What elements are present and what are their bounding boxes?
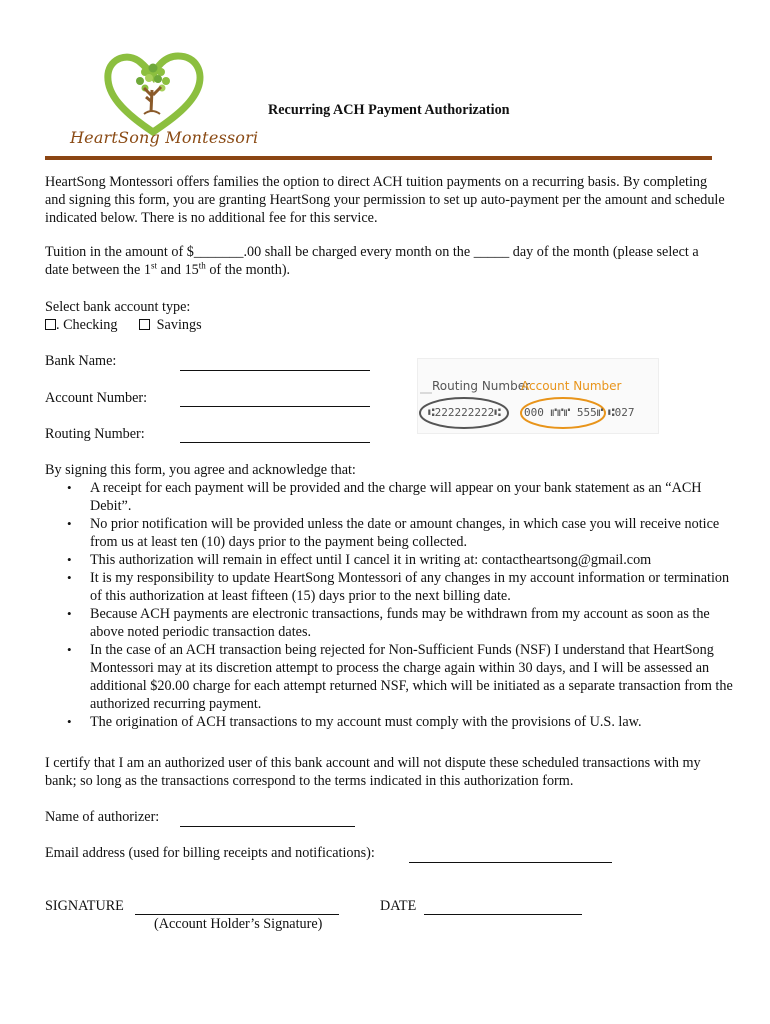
tuition-text-2: and 15 — [156, 262, 199, 278]
check-number-digits: ⑆027 — [608, 406, 635, 419]
list-item: • It is my responsibility to update HeartSong Montessori of any changes in my account information or termination of this authorization at least fifteen (15) days prior to the next billing date. — [45, 569, 735, 605]
certify-paragraph: I certify that I am an authorized user of this bank account and will not dispute these scheduled transactions with my bank; so long as the transactions correspond to the terms indicated in this authorization form. — [45, 755, 701, 789]
tuition-sup-2: th — [198, 260, 206, 271]
consent-list — [45, 479, 735, 731]
tuition-sup-1: st — [150, 260, 157, 271]
list-item: • Because ACH payments are electronic transactions, funds may be withdrawn from my account as soon as the above noted periodic transaction dates. — [45, 605, 735, 641]
consent-intro: By signing this form, you agree and acknowledge that: — [45, 462, 356, 478]
check-routing-digits: ⑆222222222⑆ — [428, 406, 501, 419]
email-label: Email address (used for billing receipts and notifications): — [45, 845, 375, 861]
routing-number-field[interactable] — [180, 442, 370, 443]
account-number-field[interactable] — [180, 406, 370, 407]
savings-label: Savings — [156, 317, 202, 333]
routing-number-label: Routing Number: — [45, 426, 145, 442]
logo-text: HeartSong Montessori — [70, 128, 259, 147]
signature-caption: (Account Holder’s Signature) — [154, 916, 323, 932]
bank-name-field[interactable] — [180, 370, 370, 371]
check-account-digits: 000 ⑈⑈⑈ 555⑈ — [524, 406, 604, 419]
check-account-label: Account Number — [521, 379, 622, 393]
header-divider — [45, 156, 712, 160]
list-item: • This authorization will remain in effect until I cancel it in writing at: contactheartsong@gmail.com — [45, 551, 735, 569]
bank-name-label: Bank Name: — [45, 353, 117, 369]
date-field[interactable] — [424, 914, 582, 915]
tuition-text-3: of the month). — [205, 262, 291, 278]
tuition-paragraph — [45, 243, 725, 279]
signature-label: SIGNATURE — [45, 898, 124, 914]
list-item: • No prior notification will be provided unless the date or amount changes, in which case you will receive notice from us at least ten (10) days prior to the payment being collected. — [45, 515, 735, 551]
tuition-text-1: Tuition in the amount of $_______.00 shall be charged every month on the _____ day of the month (please select a date between the 1 — [45, 244, 699, 278]
account-type-options — [45, 316, 202, 334]
authorizer-name-label: Name of authorizer: — [45, 809, 160, 825]
checking-label: . Checking — [56, 317, 118, 333]
account-type-label: Select bank account type: — [45, 299, 191, 315]
list-item: • A receipt for each payment will be provided and the charge will appear on your bank statement as an “ACH Debit”. — [45, 479, 735, 515]
page-title: Recurring ACH Payment Authorization — [268, 102, 510, 118]
check-routing-label: Routing Number — [432, 379, 531, 393]
intro-paragraph: HeartSong Montessori offers families the option to direct ACH tuition payments on a recurring basis. By completing and signing this form, you are granting HeartSong your permission to set up auto-payment per the amount and schedule indicated below. There is no additional fee for this service. — [45, 174, 725, 226]
authorizer-name-field[interactable] — [180, 826, 355, 827]
list-item: • In the case of an ACH transaction being rejected for Non-Sufficient Funds (NSF) I understand that HeartSong Montessori may at its discretion attempt to process the charge again within 30 days, and I will be assessed an additional $20.00 charge for each attempt returned NSF, which will be initiated as a separate transaction from the authorized recurring payment. — [45, 641, 735, 713]
list-item: • The origination of ACH transactions to my account must comply with the provisions of U.S. law. — [45, 713, 735, 731]
checking-checkbox[interactable] — [45, 319, 56, 330]
email-field[interactable] — [409, 862, 612, 863]
check-example-image — [417, 358, 659, 434]
date-label: DATE — [380, 898, 417, 914]
account-number-label: Account Number: — [45, 390, 148, 406]
savings-checkbox[interactable] — [139, 319, 150, 330]
